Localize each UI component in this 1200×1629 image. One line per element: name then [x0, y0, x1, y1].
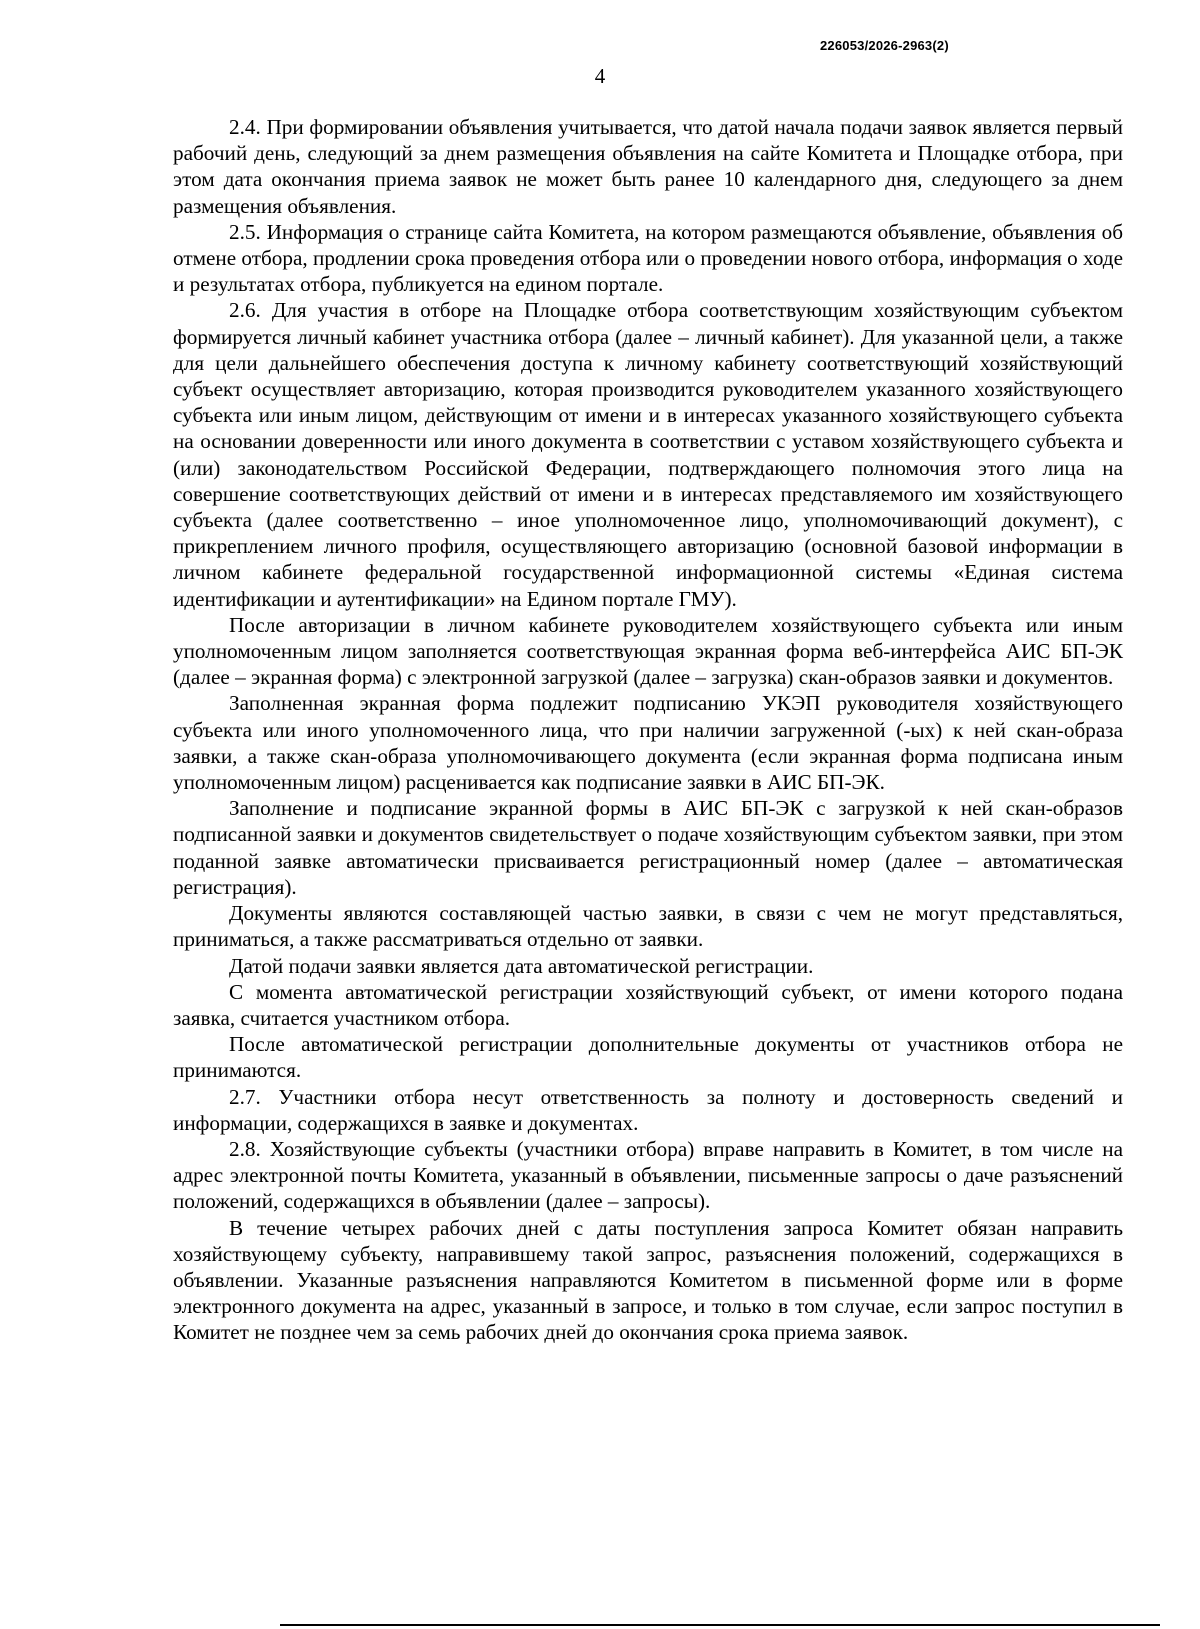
paragraph-documents: Документы являются составляющей частью заявки, в связи с чем не могут представляться, приниматься, а также рассматриваться отдельно от заявки.	[173, 901, 1123, 952]
document-body	[173, 114, 1123, 1346]
paragraph-2-6: 2.6. Для участия в отборе на Площадке отбора соответствующим хозяйствующим субъектом формируется личный кабинет участника отбора (далее – личный кабинет). Для указанной цели, а также для цели дальнейшего обеспечения доступа к личному кабинету соответствующий хозяйствующий субъект осуществляет авторизацию, которая производится руководителем указанного хозяйствующего субъекта или иным лицом, действующим от имени и в интересах указанного хозяйствующего субъекта на основании доверенности или иного документа в соответствии с уставом хозяйствующего субъекта и (или) законодательством Российской Федерации, подтверждающего полномочия этого лица на совершение соответствующих действий от имени и в интересах представляемого им хозяйствующего субъекта (далее соответственно – иное уполномоченное лицо, уполномочивающий документ), с прикреплением личного профиля, осуществляющего авторизацию (основной базовой информации в личном кабинете федеральной государственной информационной системы «Единая система идентификации и аутентификации» на Едином портале ГМУ).	[173, 298, 1123, 611]
page-number: 4	[594, 64, 606, 88]
paragraph-2-7: 2.7. Участники отбора несут ответственность за полноту и достоверность сведений и информации, содержащихся в заявке и документах.	[173, 1084, 1123, 1135]
paragraph-registration: Заполнение и подписание экранной формы в АИС БП-ЭК с загрузкой к ней скан-образов подписанной заявки и документов свидетельствует о подаче хозяйствующим субъектом заявки, при этом поданной заявке автоматически присваивается регистрационный номер (далее – автоматическая регистрация).	[173, 796, 1123, 899]
paragraph-2-4: 2.4. При формировании объявления учитывается, что датой начала подачи заявок является первый рабочий день, следующий за днем размещения объявления на сайте Комитета и Площадке отбора, при этом дата окончания приема заявок не может быть ранее 10 календарного дня, следующего за днем размещения объявления.	[173, 115, 1123, 218]
paragraph-submission-date: Датой подачи заявки является дата автоматической регистрации.	[229, 953, 814, 978]
paragraph-no-additional-docs: После автоматической регистрации дополнительные документы от участников отбора не принимаются.	[173, 1032, 1123, 1083]
paragraph-clarifications: В течение четырех рабочих дней с даты поступления запроса Комитет обязан направить хозяйствующему субъекту, направившему такой запрос, разъяснения положений, содержащихся в объявлении. Указанные разъяснения направляются Комитетом в письменной форме или в форме электронного документа на адрес, указанный в запросе, и только в том случае, если запрос поступил в Комитет не позднее чем за семь рабочих дней до окончания срока приема заявок.	[173, 1215, 1123, 1345]
page-bottom-rule	[280, 1624, 1160, 1626]
paragraph-authorization: После авторизации в личном кабинете руководителем хозяйствующего субъекта или иным уполномоченным лицом заполняется соответствующая экранная форма веб-интерфейса АИС БП-ЭК (далее – экранная форма) с электронной загрузкой (далее – загрузка) скан-образов заявки и документов.	[173, 612, 1123, 690]
paragraph-2-8: 2.8. Хозяйствующие субъекты (участники отбора) вправе направить в Комитет, в том числе на адрес электронной почты Комитета, указанный в объявлении, письменные запросы о даче разъяснений положений, содержащихся в объявлении (далее – запросы).	[173, 1136, 1123, 1214]
paragraph-signing: Заполненная экранная форма подлежит подписанию УКЭП руководителя хозяйствующего субъекта или иного уполномоченного лица, что при наличии загруженной (-ых) к ней скан-образа заявки, а также скан-образа уполномочивающего документа (если экранная форма подписана иным уполномоченным лицом) расценивается как подписание заявки в АИС БП-ЭК.	[173, 691, 1123, 795]
paragraph-participant: С момента автоматической регистрации хозяйствующий субъект, от имени которого подана заявка, считается участником отбора.	[173, 979, 1123, 1030]
registration-number: 226053/2026-2963(2)	[820, 38, 949, 53]
paragraph-2-5: 2.5. Информация о странице сайта Комитета, на котором размещаются объявление, объявления об отмене отбора, продлении срока проведения отбора или о проведении нового отбора, информация о ходе и результатах отбора, публикуется на едином портале.	[173, 219, 1123, 297]
